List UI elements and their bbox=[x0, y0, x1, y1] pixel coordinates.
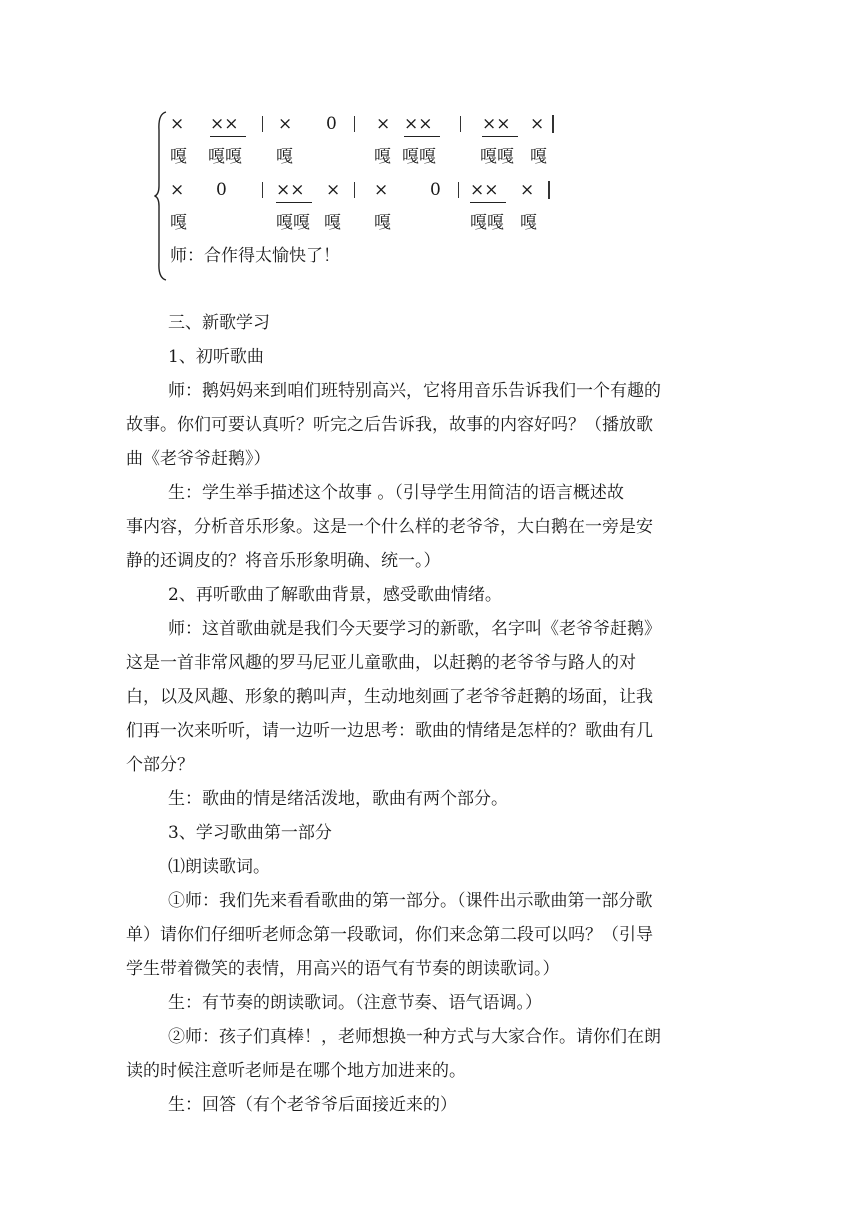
paragraph-line: 师：鹅妈妈来到咱们班特别高兴，它将用音乐告诉我们一个有趣的 bbox=[168, 381, 661, 401]
bar-line bbox=[262, 116, 263, 132]
note: ×× bbox=[482, 114, 511, 134]
bar-line bbox=[354, 116, 355, 132]
rhythm-exercise bbox=[154, 110, 594, 282]
beam-underline bbox=[210, 136, 246, 137]
paragraph-line: 个部分？ bbox=[126, 755, 194, 775]
beam-underline bbox=[470, 202, 506, 203]
end-bar-line bbox=[548, 181, 550, 199]
paragraph-line: 事内容，分析音乐形象。这是一个什么样的老爷爷，大白鹅在一旁是安 bbox=[126, 517, 653, 537]
paragraph-line: 白，以及风趣、形象的鹅叫声，生动地刻画了老爷爷赶鹅的场面，让我 bbox=[126, 687, 653, 707]
teacher-remark: 师：合作得太愉快了！ bbox=[170, 246, 340, 266]
note: × bbox=[374, 180, 389, 200]
bar-line bbox=[262, 182, 263, 198]
list-item: ⑴朗读歌词。 bbox=[168, 857, 270, 877]
note: 0 bbox=[326, 114, 337, 134]
note: × bbox=[520, 180, 535, 200]
end-bar-line bbox=[552, 115, 554, 133]
word: 嘎 bbox=[374, 147, 391, 167]
word: 嘎嘎 bbox=[480, 147, 514, 167]
note: × bbox=[278, 114, 293, 134]
word: 嘎 bbox=[324, 213, 341, 233]
note: × bbox=[170, 180, 185, 200]
word: 嘎嘎 bbox=[470, 213, 504, 233]
paragraph-line: 师：这首歌曲就是我们今天要学习的新歌，名字叫《老爷爷赶鹅》 bbox=[168, 619, 661, 639]
word: 嘎嘎 bbox=[402, 147, 436, 167]
subsection-heading: 2、再听歌曲了解歌曲背景，感受歌曲情绪。 bbox=[168, 585, 502, 605]
paragraph-line: 曲《老爷爷赶鹅》） bbox=[126, 449, 271, 469]
paragraph-line: 这是一首非常风趣的罗马尼亚儿童歌曲，以赶鹅的老爷爷与路人的对 bbox=[126, 653, 636, 673]
word: 嘎 bbox=[374, 213, 391, 233]
beam-underline bbox=[482, 136, 518, 137]
word: 嘎 bbox=[520, 213, 537, 233]
paragraph-line: 生：有节奏的朗读歌词。（注意节奏、语气语调。） bbox=[168, 993, 542, 1013]
bar-line bbox=[460, 116, 461, 132]
note: 0 bbox=[216, 180, 227, 200]
note: ×× bbox=[210, 114, 239, 134]
paragraph-line: 单）请你们仔细听老师念第一段歌词，你们来念第二段可以吗？（引导 bbox=[126, 925, 653, 945]
beam-underline bbox=[276, 202, 312, 203]
paragraph-line: 静的还调皮的？将音乐形象明确、统一。） bbox=[126, 551, 441, 571]
left-brace bbox=[154, 110, 168, 282]
note: 0 bbox=[430, 180, 441, 200]
word: 嘎 bbox=[170, 213, 187, 233]
note: ×× bbox=[404, 114, 433, 134]
paragraph-line: 生：歌曲的情是绪活泼地，歌曲有两个部分。 bbox=[168, 789, 508, 809]
word: 嘎嘎 bbox=[276, 213, 310, 233]
paragraph-line: 们再一次来听听，请一边听一边思考：歌曲的情绪是怎样的？歌曲有几 bbox=[126, 721, 653, 741]
note: × bbox=[326, 180, 341, 200]
note: ×× bbox=[470, 180, 499, 200]
bar-line bbox=[458, 182, 459, 198]
paragraph-line: ①师：我们先来看看歌曲的第一部分。（课件出示歌曲第一部分歌 bbox=[168, 891, 653, 911]
paragraph-line: 学生带着微笑的表情，用高兴的语气有节奏的朗读歌词。） bbox=[126, 959, 560, 979]
note: × bbox=[170, 114, 185, 134]
note: ×× bbox=[276, 180, 305, 200]
paragraph-line: 生：回答（有个老爷爷后面接近来的） bbox=[168, 1095, 457, 1115]
word: 嘎 bbox=[170, 147, 187, 167]
beam-underline bbox=[404, 136, 440, 137]
subsection-heading: 3、学习歌曲第一部分 bbox=[168, 823, 332, 843]
paragraph-line: 生：学生举手描述这个故事 。（引导学生用简洁的语言概述故 bbox=[168, 483, 624, 503]
paragraph-line: 读的时候注意听老师是在哪个地方加进来的。 bbox=[126, 1061, 466, 1081]
word: 嘎嘎 bbox=[208, 147, 242, 167]
section-heading: 三、新歌学习 bbox=[168, 313, 270, 333]
paragraph-line: 故事。你们可要认真听？听完之后告诉我，故事的内容好吗？（播放歌 bbox=[126, 415, 653, 435]
word: 嘎 bbox=[276, 147, 293, 167]
word: 嘎 bbox=[530, 147, 547, 167]
bar-line bbox=[354, 182, 355, 198]
paragraph-line: ②师：孩子们真棒！，老师想换一种方式与大家合作。请你们在朗 bbox=[168, 1027, 661, 1047]
subsection-heading: 1、初听歌曲 bbox=[168, 347, 264, 367]
note: × bbox=[376, 114, 391, 134]
note: × bbox=[530, 114, 545, 134]
